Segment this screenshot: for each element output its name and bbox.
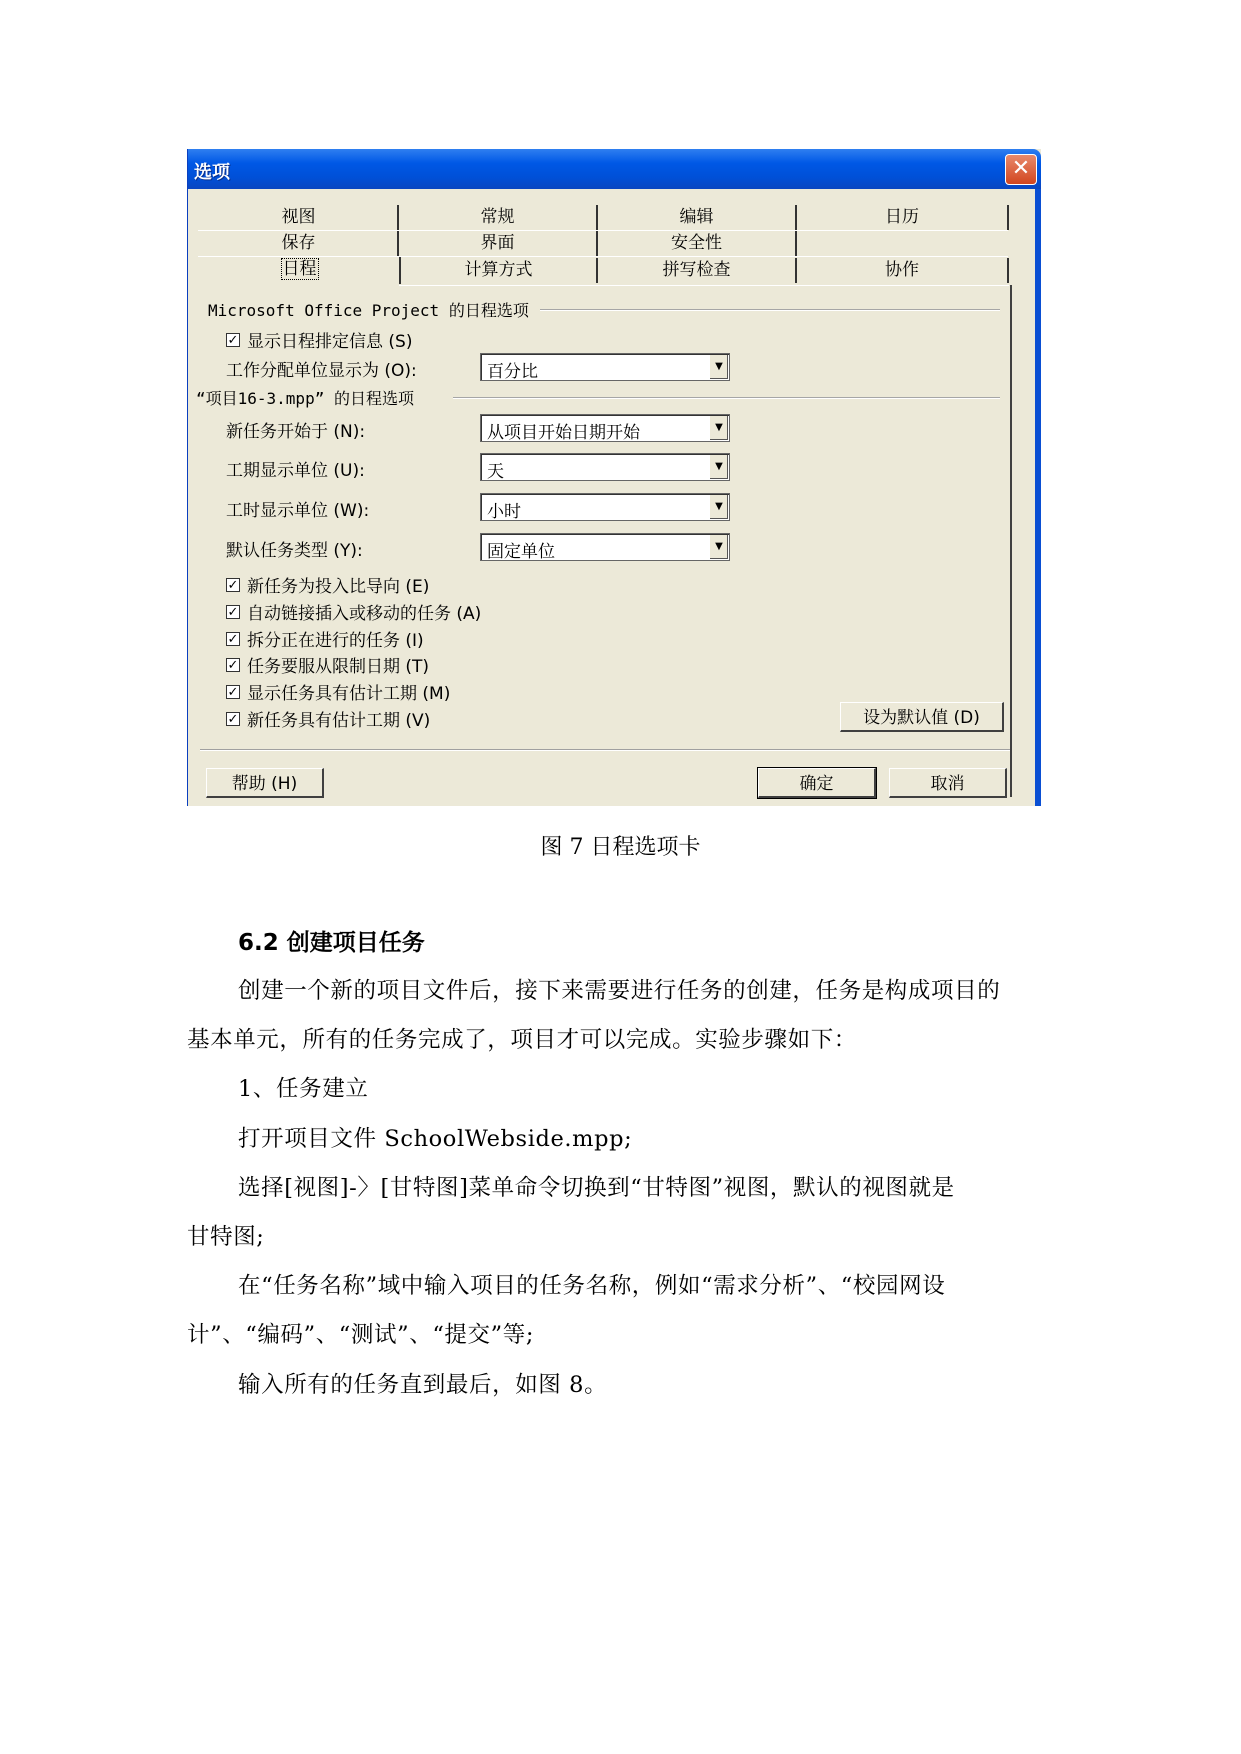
cancel-button[interactable]: 取消 [889,768,1007,798]
checkbox-label: 显示任务具有估计工期 (M) [247,684,451,704]
chevron-down-icon[interactable]: ▼ [709,535,728,559]
paragraph-line: 计”、“编码”、“测试”、“提交”等; [187,1322,534,1348]
checkbox-label: 自动链接插入或移动的任务 (A) [247,604,482,624]
close-icon[interactable]: ✕ [1005,154,1037,185]
paragraph-line: 选择[视图]-〉[甘特图]菜单命令切换到“甘特图”视图，默认的视图就是 [238,1175,955,1201]
window-frame-right [1035,189,1041,806]
duration-unit-select[interactable] [480,453,730,481]
task-type-select[interactable] [480,533,730,561]
dialog-titlebar[interactable] [188,149,1041,189]
autolink-checkbox[interactable] [226,599,481,624]
set-default-button[interactable]: 设为默认值 (D) [840,702,1004,732]
tab-calculation[interactable]: 计算方式 [401,258,598,283]
paragraph-line: 输入所有的任务直到最后，如图 8。 [238,1372,608,1398]
new-estimated-checkbox[interactable] [226,706,430,731]
panel-right-border [1010,285,1012,797]
chevron-down-icon[interactable]: ▼ [709,495,728,519]
select-value: 从项目开始日期开始 [487,423,640,443]
paragraph-line: 基本单元，所有的任务完成了，项目才可以完成。实验步骤如下： [187,1027,857,1053]
effort-driven-checkbox[interactable] [226,572,429,597]
tab-edit[interactable]: 编辑 [598,205,797,230]
tab-interface[interactable]: 界面 [399,231,598,256]
work-unit-select[interactable] [480,493,730,521]
honor-constraints-checkbox[interactable] [226,652,429,677]
tab-schedule-label: 日程 [282,259,317,279]
tab-security[interactable]: 安全性 [598,231,797,256]
group-rule [453,397,1000,399]
paragraph-line: 甘特图; [187,1224,265,1250]
tab-spelling[interactable]: 拼写检查 [598,258,797,283]
checkbox-checked-icon: ✓ [227,332,239,348]
group-project-options-title: Microsoft Office Project 的日程选项 [208,301,529,320]
checkbox-checked-icon: ✓ [227,631,239,647]
ok-button[interactable]: 确定 [758,768,876,798]
bottom-separator-highlight [200,750,1010,751]
tab-view[interactable]: 视图 [200,205,399,230]
checkbox-label: 显示日程排定信息 (S) [247,332,413,352]
checkbox-label: 任务要服从限制日期 (T) [247,657,430,677]
show-estimated-checkbox[interactable] [226,679,450,704]
options-dialog [187,149,1041,806]
section-heading: 6.2 创建项目任务 [238,930,425,956]
new-task-start-select[interactable] [480,414,730,442]
figure-caption: 图 7 日程选项卡 [540,835,701,860]
show-schedule-info-checkbox[interactable] [226,327,412,352]
checkbox-label: 新任务具有估计工期 (V) [247,711,431,731]
dialog-title: 选项 [194,162,230,183]
duration-unit-label: 工期显示单位 (U): [226,461,365,481]
assign-units-select[interactable] [480,353,730,381]
task-type-label: 默认任务类型 (Y): [226,541,363,561]
tab-save[interactable]: 保存 [200,231,399,256]
new-task-start-label: 新任务开始于 (N): [226,422,366,442]
checkbox-label: 拆分正在进行的任务 (I) [247,631,424,651]
split-tasks-checkbox[interactable] [226,626,424,651]
assign-units-label: 工作分配单位显示为 (O): [226,361,417,381]
group-rule [540,309,1000,311]
checkbox-checked-icon: ✓ [227,657,239,673]
tab-calendar[interactable]: 日历 [797,205,1009,230]
group-file-options-title: “项目16-3.mpp” 的日程选项 [196,389,414,408]
work-unit-label: 工时显示单位 (W): [226,501,370,521]
panel-top-border [399,285,1009,286]
select-value: 小时 [487,502,521,522]
chevron-down-icon[interactable]: ▼ [709,416,728,440]
checkbox-checked-icon: ✓ [227,684,239,700]
paragraph-line: 在“任务名称”域中输入项目的任务名称，例如“需求分析”、“校园网设 [238,1273,946,1299]
checkbox-label: 新任务为投入比导向 (E) [247,577,430,597]
tab-general[interactable]: 常规 [399,205,598,230]
tab-collaborate[interactable]: 协作 [797,258,1009,283]
chevron-down-icon[interactable]: ▼ [709,355,728,379]
step-heading: 1、任务建立 [238,1076,369,1102]
select-value: 固定单位 [487,542,555,562]
select-value: 百分比 [487,362,538,382]
select-value: 天 [487,462,504,482]
checkbox-checked-icon: ✓ [227,577,239,593]
checkbox-checked-icon: ✓ [227,604,239,620]
help-button[interactable]: 帮助 (H) [206,768,324,798]
paragraph-line: 创建一个新的项目文件后，接下来需要进行任务的创建，任务是构成项目的 [238,978,1001,1004]
tab-schedule[interactable] [200,257,401,284]
paragraph-line: 打开项目文件 SchoolWebside.mpp; [238,1126,633,1152]
checkbox-checked-icon: ✓ [227,711,239,727]
chevron-down-icon[interactable]: ▼ [709,455,728,479]
